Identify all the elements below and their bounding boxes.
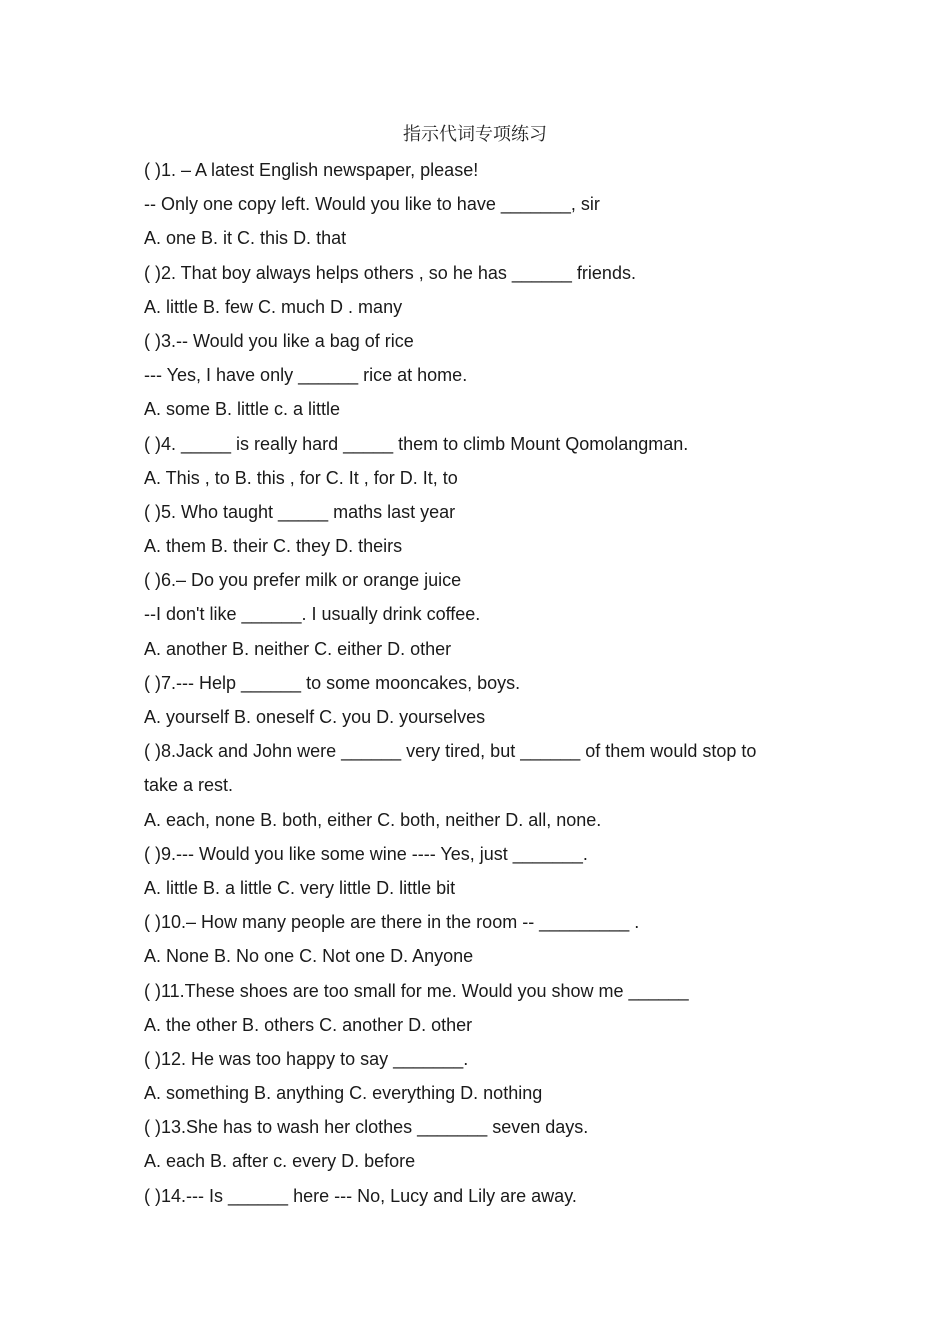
question-line: --I don't like ______. I usually drink coffee. bbox=[144, 604, 481, 625]
answer-options: A. another B. neither C. either D. other bbox=[144, 638, 452, 659]
question-line: ( )1. – A latest English newspaper, please! bbox=[144, 160, 479, 180]
question-line: ( )6.– Do you prefer milk or orange juice bbox=[144, 570, 462, 591]
answer-options: A. something B. anything C. everything D. nothing bbox=[144, 1083, 543, 1104]
question-line: ( )8.Jack and John were ______ very tired, but ______ of them would stop to bbox=[144, 741, 757, 762]
question-line: ( )5. Who taught _____ maths last year bbox=[144, 501, 456, 522]
question-line: ( )7.--- Help ______ to some mooncakes, boys. bbox=[144, 672, 521, 693]
answer-options: A. the other B. others C. another D. other bbox=[144, 1014, 473, 1035]
answer-options: A. each, none B. both, either C. both, neither D. all, none. bbox=[144, 809, 602, 830]
answer-options: A. This , to B. this , for C. It , for D. It, to bbox=[144, 467, 458, 488]
answer-options: A. little B. a little C. very little D. little bit bbox=[144, 877, 456, 898]
question-line: take a rest. bbox=[144, 775, 234, 796]
question-line: ( )9.--- Would you like some wine ---- Yes, just _______. bbox=[144, 843, 588, 864]
question-line: --- Yes, I have only ______ rice at home. bbox=[144, 365, 468, 386]
question-list bbox=[144, 153, 824, 1213]
question-line: -- Only one copy left. Would you like to have _______, sir bbox=[144, 194, 600, 215]
answer-options: A. one B. it C. this D. that bbox=[144, 228, 347, 249]
question-line: ( )4. _____ is really hard _____ them to climb Mount Qomolangman. bbox=[144, 433, 689, 454]
question-line: ( )12. He was too happy to say _______. bbox=[144, 1048, 469, 1069]
question-line: ( )14.--- Is ______ here --- No, Lucy and Lily are away. bbox=[144, 1185, 577, 1206]
answer-options: A. None B. No one C. Not one D. Anyone bbox=[144, 946, 474, 967]
question-line: ( )13.She has to wash her clothes _______ seven days. bbox=[144, 1117, 589, 1138]
question-line: ( )11.These shoes are too small for me. Would you show me ______ bbox=[144, 980, 689, 1001]
answer-options: A. little B. few C. much D . many bbox=[144, 296, 403, 317]
answer-options: A. them B. their C. they D. theirs bbox=[144, 536, 403, 557]
question-line: ( )2. That boy always helps others , so he has ______ friends. bbox=[144, 262, 636, 283]
answer-options: A. each B. after c. every D. before bbox=[144, 1151, 416, 1172]
answer-options: A. yourself B. oneself C. you D. yourselves bbox=[144, 707, 486, 727]
document-title: 指示代词专项练习 bbox=[403, 124, 547, 145]
question-line: ( )10.– How many people are there in the room -- _________ . bbox=[144, 912, 640, 933]
answer-options: A. some B. little c. a little bbox=[144, 399, 341, 420]
question-line: ( )3.-- Would you like a bag of rice bbox=[144, 330, 414, 351]
